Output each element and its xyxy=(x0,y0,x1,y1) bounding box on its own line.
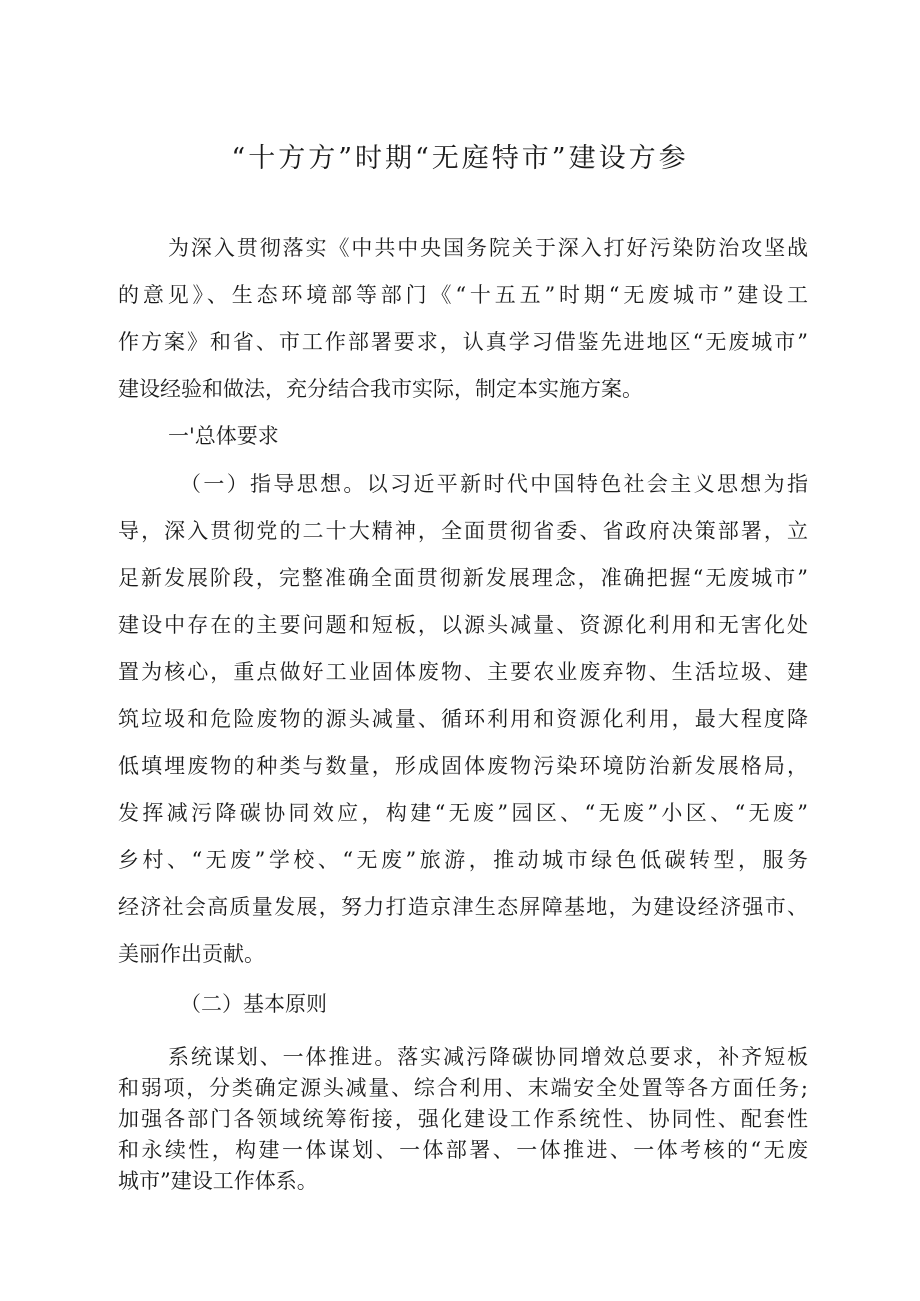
document-title: “十方方”时期“无庭特市”建设方参 xyxy=(231,143,689,174)
principle-line-3: 加强各部门各领域统筹衔接，强化建设工作系统性、协同性、配套性 xyxy=(118,1107,808,1131)
intro-line-3: 作方案》和省、市工作部署要求，认真学习借鉴先进地区“无废城市” xyxy=(118,330,808,354)
guiding-line-8: 发挥减污降碳协同效应，构建“无废”园区、“无废”小区、“无废” xyxy=(118,801,808,825)
principle-line-4: 和永续性，构建一体谋划、一体部署、一体推进、一体考核的“无废 xyxy=(118,1138,808,1162)
guiding-line-3: 足新发展阶段，完整准确全面贯彻新发展理念，准确把握“无废城市” xyxy=(118,566,808,590)
guiding-line-1: （一）指导思想。以习近平新时代中国特色社会主义思想为指 xyxy=(180,472,808,496)
subsection-heading: （二）基本原则 xyxy=(180,992,327,1016)
guiding-line-11: 美丽作出贡献。 xyxy=(118,942,265,966)
guiding-line-5: 置为核心，重点做好工业固体废物、主要农业废弃物、生活垃圾、建 xyxy=(118,660,808,684)
principle-line-2: 和弱项，分类确定源头减量、综合利用、末端安全处置等各方面任务; xyxy=(118,1076,808,1100)
principle-line-1: 系统谋划、一体推进。落实减污降碳协同增效总要求，补齐短板 xyxy=(168,1045,808,1069)
guiding-line-7: 低填埋废物的种类与数量，形成固体废物污染环境防治新发展格局， xyxy=(118,754,808,778)
guiding-line-10: 经济社会高质量发展，努力打造京津生态屏障基地，为建设经济强市、 xyxy=(118,895,808,919)
guiding-line-6: 筑垃圾和危险废物的源头减量、循环利用和资源化利用，最大程度降 xyxy=(118,707,808,731)
intro-line-4: 建设经验和做法，充分结合我市实际，制定本实施方案。 xyxy=(118,377,643,401)
intro-line-2: 的意见》、生态环境部等部门《“十五五”时期“无废城市”建设工 xyxy=(118,283,808,307)
principle-line-5: 城市”建设工作体系。 xyxy=(118,1169,318,1193)
guiding-line-4: 建设中存在的主要问题和短板，以源头减量、资源化利用和无害化处 xyxy=(118,613,808,637)
section-heading: 一'总体要求 xyxy=(168,424,279,448)
intro-line-1: 为深入贯彻落实《中共中央国务院关于深入打好污染防治攻坚战 xyxy=(168,236,808,260)
guiding-line-9: 乡村、“无废”学校、“无废”旅游，推动城市绿色低碳转型，服务 xyxy=(118,848,808,872)
guiding-line-2: 导，深入贯彻党的二十大精神，全面贯彻省委、省政府决策部署，立 xyxy=(118,519,808,543)
